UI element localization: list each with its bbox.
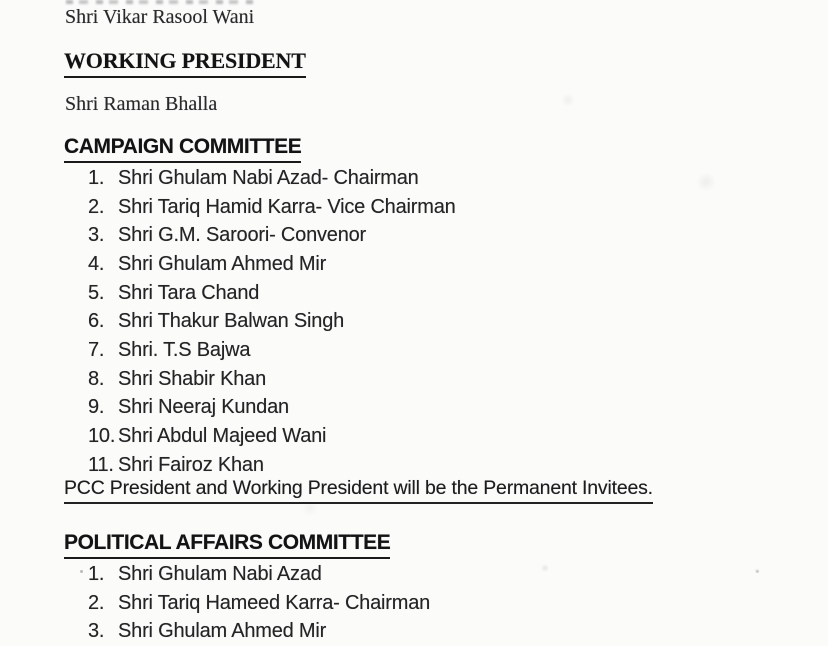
scan-speck [80,570,83,573]
member-name: Shri Shabir Khan [118,367,267,390]
item-number: 5. [88,281,105,304]
list-item [88,336,456,365]
list-item [88,365,456,394]
item-number: 2. [88,195,105,218]
list-item [88,221,456,250]
item-number: 9. [88,396,105,419]
member-name: Shri Neeraj Kundan [118,396,289,419]
item-number: 1. [88,562,105,585]
list-item [88,451,456,480]
campaign-committee-list [88,164,456,480]
working-president-heading: WORKING PRESIDENT [64,48,306,78]
member-name: Shri Ghulam Ahmed Mir [118,620,327,643]
scan-speck [756,570,759,573]
list-item [88,307,456,336]
list-item [88,193,456,222]
item-number: 4. [88,252,105,275]
member-name: Shri Thakur Balwan Singh [118,310,345,333]
member-name: Shri Ghulam Ahmed Mir [118,252,327,275]
member-name: Shri Fairoz Khan [118,453,264,476]
political-affairs-committee-list [88,560,430,646]
list-item [88,589,430,618]
item-number: 6. [88,310,105,333]
item-number: 11. [88,453,114,476]
item-number: 10. [88,425,116,448]
member-name: Shri Tara Chand [118,281,260,304]
campaign-committee-heading: CAMPAIGN COMMITTEE [64,135,301,163]
political-affairs-committee-heading: POLITICAL AFFAIRS COMMITTEE [64,531,390,559]
working-president-name: Shri Raman Bhalla [65,93,218,115]
item-number: 1. [88,166,105,189]
permanent-invitees-note: PCC President and Working President will be the Permanent Invitees. [64,477,653,504]
list-item [88,617,430,646]
member-name: Shri Tariq Hamid Karra- Vice Chairman [118,195,456,218]
item-number: 8. [88,367,105,390]
list-item [88,422,456,451]
list-item [88,164,456,193]
list-item [88,560,430,589]
member-name: Shri G.M. Saroori- Convenor [118,224,367,247]
list-item [88,250,456,279]
item-number: 7. [88,338,105,361]
leading-name: Shri Vikar Rasool Wani [65,6,255,28]
member-name: Shri. T.S Bajwa [118,338,251,361]
item-number: 2. [88,591,105,614]
member-name: Shri Tariq Hameed Karra- Chairman [118,591,431,614]
item-number: 3. [88,224,105,247]
member-name: Shri Ghulam Nabi Azad [118,562,322,585]
item-number: 3. [88,620,105,643]
member-name: Shri Ghulam Nabi Azad- Chairman [118,166,419,189]
list-item [88,279,456,308]
member-name: Shri Abdul Majeed Wani [118,425,327,448]
cutoff-text-fragment [66,0,258,4]
list-item [88,394,456,423]
